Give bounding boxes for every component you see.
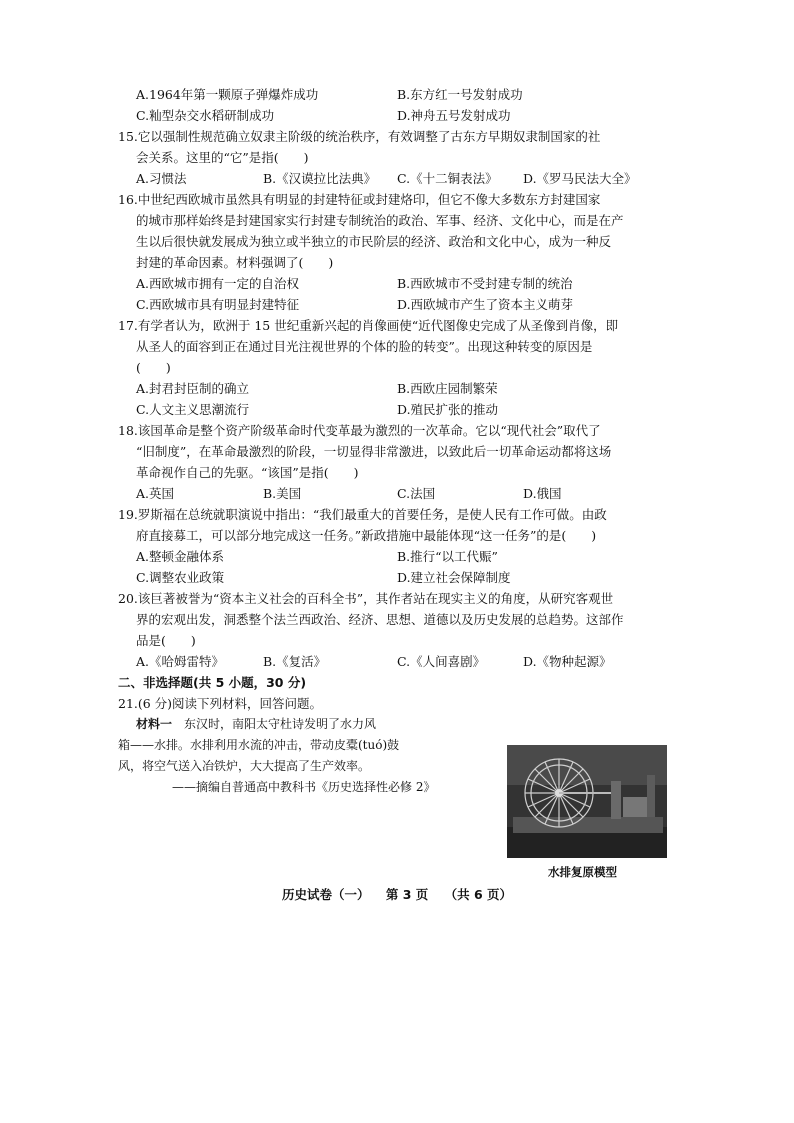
footer-subject: 历史试卷（一） bbox=[281, 887, 370, 902]
q20-stem-2: 界的宏观出发，洞悉整个法兰西政治、经济、思想、道德以及历史发展的总趋势。这部作 bbox=[136, 612, 624, 627]
question-list bbox=[118, 84, 688, 798]
q18-option-c: C.法国 bbox=[397, 486, 436, 501]
q16-option-c: C.西欧城市具有明显封建特征 bbox=[136, 297, 300, 312]
q19-option-d: D.建立社会保障制度 bbox=[397, 570, 511, 585]
q18-option-d: D.俄国 bbox=[523, 486, 562, 501]
q15-options bbox=[118, 168, 688, 189]
q17-stem-3: ( ) bbox=[136, 360, 171, 375]
q15-option-b: B.《汉谟拉比法典》 bbox=[263, 171, 377, 186]
q14-options-row2 bbox=[118, 105, 688, 126]
q18-stem-3: 革命视作自己的先驱。“该国”是指( ) bbox=[136, 465, 359, 480]
q21-material-line-2: 箱——水排。水排利用水流的冲击，带动皮橐(tuó)鼓 bbox=[118, 738, 400, 752]
q18-stem-1: 18.该国革命是整个资产阶级革命时代变革最为激烈的一次革命。它以“现代社会”取代了 bbox=[118, 423, 601, 438]
q21-stem: 21.(6 分)阅读下列材料，回答问题。 bbox=[118, 696, 323, 711]
footer-page: 第 3 页 bbox=[385, 887, 429, 902]
q20-option-a: A.《哈姆雷特》 bbox=[136, 654, 225, 669]
q17-options-row1 bbox=[118, 378, 688, 399]
q17-options-row2 bbox=[118, 399, 688, 420]
q17-option-d: D.殖民扩张的推动 bbox=[397, 402, 499, 417]
q19-stem-1: 19.罗斯福在总统就职演说中指出：“我们最重大的首要任务，是使人民有工作可做。由政 bbox=[118, 507, 607, 522]
section-heading: 二、非选择题(共 5 小题，30 分) bbox=[118, 675, 307, 690]
q16-option-d: D.西欧城市产生了资本主义萌芽 bbox=[397, 297, 574, 312]
q21-source: ——摘编自普通高中教科书《历史选择性必修 2》 bbox=[172, 780, 436, 794]
q16-options-row2 bbox=[118, 294, 688, 315]
q17-stem-1: 17.有学者认为，欧洲于 15 世纪重新兴起的肖像画使“近代图像史完成了从圣像到肖像，即 bbox=[118, 318, 619, 333]
q15-stem-2: 会关系。这里的“它”是指( ) bbox=[136, 150, 309, 165]
q20-option-d: D.《物种起源》 bbox=[523, 654, 612, 669]
q16-stem-4: 封建的革命因素。材料强调了( ) bbox=[136, 255, 334, 270]
page-footer bbox=[0, 885, 794, 903]
footer-total: （共 6 页） bbox=[444, 887, 513, 902]
q14-option-a: A.1964年第一颗原子弹爆炸成功 bbox=[136, 87, 319, 102]
water-bellows-model-photo bbox=[507, 745, 667, 858]
q17-option-c: C.人文主义思潮流行 bbox=[136, 402, 250, 417]
q14-option-d: D.神舟五号发射成功 bbox=[397, 108, 511, 123]
q19-option-b: B.推行“以工代赈” bbox=[397, 549, 498, 564]
q16-options-row1 bbox=[118, 273, 688, 294]
q15-option-d: D.《罗马民法大全》 bbox=[523, 171, 637, 186]
q16-stem-2: 的城市那样始终是封建国家实行封建专制统治的政治、军事、经济、文化中心，而是在产 bbox=[136, 213, 624, 228]
q20-stem-3: 品是( ) bbox=[136, 633, 196, 648]
q20-option-b: B.《复活》 bbox=[263, 654, 327, 669]
q18-options bbox=[118, 483, 688, 504]
q17-option-b: B.西欧庄园制繁荣 bbox=[397, 381, 498, 396]
q20-stem-1: 20.该巨著被誉为“资本主义社会的百科全书”，其作者站在现实主义的角度，从研究客观世 bbox=[118, 591, 614, 606]
q18-stem-2: “旧制度”，在革命最激烈的阶段，一切显得非常激进，以致此后一切革命运动都将这场 bbox=[136, 444, 612, 459]
q20-option-c: C.《人间喜剧》 bbox=[397, 654, 486, 669]
q17-stem-2: 从圣人的面容到正在通过目光注视世界的个体的脸的转变”。出现这种转变的原因是 bbox=[136, 339, 593, 354]
q20-options bbox=[118, 651, 688, 672]
q14-option-c: C.籼型杂交水稻研制成功 bbox=[136, 108, 275, 123]
q16-option-b: B.西欧城市不受封建专制的统治 bbox=[397, 276, 573, 291]
q19-options-row2 bbox=[118, 567, 688, 588]
material-text-1: 东汉时，南阳太守杜诗发明了水力风 bbox=[172, 717, 377, 731]
q17-option-a: A.封君封臣制的确立 bbox=[136, 381, 250, 396]
material-title: 材料一 bbox=[136, 717, 173, 731]
q14-option-b: B.东方红一号发射成功 bbox=[397, 87, 523, 102]
water-wheel-illustration bbox=[507, 745, 667, 858]
q16-option-a: A.西欧城市拥有一定的自治权 bbox=[136, 276, 300, 291]
q18-option-a: A.英国 bbox=[136, 486, 175, 501]
q15-option-c: C.《十二铜表法》 bbox=[397, 171, 498, 186]
q21-material-line-3: 风，将空气送入冶铁炉，大大提高了生产效率。 bbox=[118, 759, 371, 773]
q19-option-c: C.调整农业政策 bbox=[136, 570, 225, 585]
q15-option-a: A.习惯法 bbox=[136, 171, 187, 186]
q16-stem-1: 16.中世纪西欧城市虽然具有明显的封建特征或封建烙印，但它不像大多数东方封建国家 bbox=[118, 192, 601, 207]
q18-option-b: B.美国 bbox=[263, 486, 302, 501]
q15-stem-1: 15.它以强制性规范确立奴隶主阶级的统治秩序，有效调整了古东方早期奴隶制国家的社 bbox=[118, 129, 601, 144]
q14-options-row1 bbox=[118, 84, 688, 105]
photo-caption: 水排复原模型 bbox=[548, 865, 617, 879]
q19-option-a: A.整顿金融体系 bbox=[136, 549, 225, 564]
q19-options-row1 bbox=[118, 546, 688, 567]
q19-stem-2: 府直接募工，可以部分地完成这一任务。”新政措施中最能体现“这一任务”的是( ) bbox=[136, 528, 597, 543]
q21-material-line-1 bbox=[118, 714, 688, 735]
q16-stem-3: 生以后很快就发展成为独立或半独立的市民阶层的经济、政治和文化中心，成为一种反 bbox=[136, 234, 612, 249]
